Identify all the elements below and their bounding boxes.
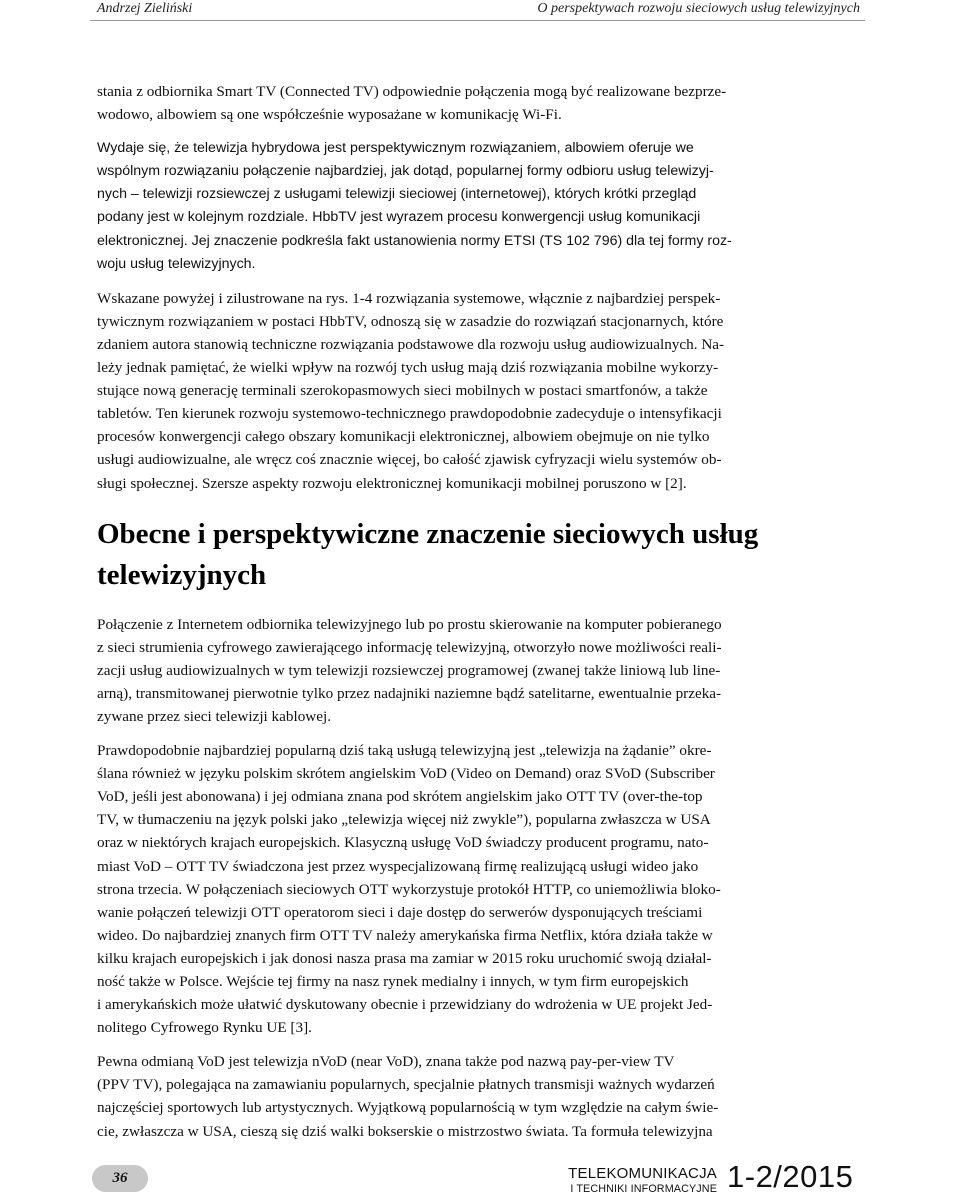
text-line: Połączenie z Internetem odbiornika telewizyjnego lub po prostu skierowanie na komputer pobieranego bbox=[97, 615, 722, 633]
text-line: procesów konwergencji całego obszary komunikacji elektronicznej, albowiem obejmuje on nie tylko bbox=[97, 428, 710, 446]
paragraph-internet bbox=[97, 613, 860, 728]
text-line: Prawdopodobnie najbardziej popularną dziś taką usługą telewizyjną jest „telewizja na żądanie” okre- bbox=[97, 742, 712, 760]
text-line: kilku krajach europejskich i jak donosi nasza prasa ma zamiar w 2015 roku uruchomić swoją działal- bbox=[97, 949, 712, 967]
text-line: wideo. Do najbardziej znanych firm OTT TV należy amerykańska firma Netflix, która działa także w bbox=[97, 926, 713, 944]
journal-name bbox=[565, 1166, 717, 1195]
text-line: Wskazane powyżej i zilustrowane na rys. 1-4 rozwiązania systemowe, włącznie z najbardziej perspek- bbox=[97, 289, 721, 307]
text-line: sługi społecznej. Szersze aspekty rozwoju elektronicznej komunikacji mobilnej poruszono w [2]. bbox=[97, 474, 687, 492]
text-line: TV, w tłumaczeniu na język polski jako „telewizja więcej niż zwykle”), popularna zwłaszcza w USA bbox=[97, 811, 711, 829]
text-line: wspólnym rozwiązaniu połączenie najbardziej, jak dotąd, popularnej formy odbioru usług telewizyj- bbox=[97, 163, 714, 180]
text-line: wodowo, albowiem są one współcześnie wyposażane w komunikację Wi-Fi. bbox=[97, 106, 562, 124]
text-line: arną), transmitowanej pierwotnie tylko przez nadajniki naziemne bądź satelitarne, ewentualnie przeka- bbox=[97, 684, 722, 702]
page-number-badge bbox=[92, 1165, 148, 1192]
running-header bbox=[0, 0, 960, 22]
journal-name-line1: TELEKOMUNIKACJA bbox=[568, 1165, 717, 1182]
text-line: cie, zwłaszcza w USA, cieszą się dziś walki bokserskie o mistrzostwo świata. Ta formuła telewizyjna bbox=[97, 1122, 713, 1140]
text-line: VoD, jeśli jest abonowana) i jej odmiana znana pod skrótem angielskim jako OTT TV (over-the-top bbox=[97, 788, 703, 806]
text-line: podany jest w kolejnym rozdziale. HbbTV jest wyrazem procesu konwergencji usług komunikacji bbox=[97, 209, 701, 226]
text-line: stania z odbiornika Smart TV (Connected TV) odpowiednie połączenia mogą być realizowane bezprze- bbox=[97, 83, 727, 100]
issue-number: 1-2/2015 bbox=[727, 1159, 854, 1194]
paragraph-mobile bbox=[97, 287, 860, 495]
paragraph-hbbtv bbox=[97, 137, 860, 276]
paragraph-vod bbox=[97, 739, 860, 1039]
text-line: Wydaje się, że telewizja hybrydowa jest perspektywicznym rozwiązaniem, albowiem oferuje we bbox=[97, 140, 694, 157]
text-line: Pewna odmianą VoD jest telewizja nVoD (near VoD), znana także pod nazwą pay-per-view TV bbox=[97, 1053, 675, 1071]
text-line: leży jednak pamiętać, że wielki wpływ na rozwój tych usług mają dziś rozwiązania mobilne wykorzy- bbox=[97, 359, 719, 377]
section-heading-line: Obecne i perspektywiczne znaczenie sieciowych usług bbox=[97, 517, 759, 550]
text-line: zywane przez sieci telewizji kablowej. bbox=[97, 707, 332, 725]
page-footer bbox=[0, 1150, 960, 1195]
text-line: nolitego Cyfrowego Rynku UE [3]. bbox=[97, 1019, 312, 1037]
text-line: z sieci strumienia cyfrowego zawierającego informację telewizyjną, otworzyło nowe możliwości reali- bbox=[97, 638, 722, 656]
text-line: ność także w Polsce. Wejście tej firmy na nasz rynek medialny i innych, w tym firm europejskich bbox=[97, 973, 689, 990]
text-line: woju usług telewizyjnych. bbox=[97, 255, 256, 272]
text-line: miast VoD – OTT TV świadczona jest przez wyspecjalizowaną firmę realizującą usługi wideo jako bbox=[97, 857, 699, 875]
text-line: elektronicznej. Jej znaczenie podkreśla fakt ustanowienia normy ETSI (TS 102 796) dla tej formy roz- bbox=[97, 232, 732, 249]
text-line: i amerykańskich może ułatwić dyskutowany obecnie i przewidziany do wdrożenia w UE projekt Jed- bbox=[97, 996, 713, 1014]
journal-name-line2: I TECHNIKI INFORMACYJNE bbox=[570, 1183, 717, 1195]
text-line: stujące nową generację terminali szerokopasmowych sieci mobilnych w postaci smartfonów, a także bbox=[97, 382, 708, 400]
header-rule bbox=[90, 20, 865, 21]
article-body bbox=[97, 80, 860, 1143]
text-line: usługi audiowizualne, ale wręcz coś znacznie więcej, bo całość zjawisk cyfryzacji wielu systemów ob- bbox=[97, 451, 722, 469]
paragraph-nvod bbox=[97, 1050, 860, 1142]
page-number: 36 bbox=[112, 1170, 128, 1186]
text-line: zacji usług audiowizualnych w tym telewizji rozsiewczej programowej (zwanej także liniową lub line- bbox=[97, 661, 721, 679]
text-line: nych – telewizji rozsiewczej z usługami telewizji sieciowej (internetowej), których krótki przegląd bbox=[97, 186, 697, 203]
text-line: strona trzecia. W połączeniach sieciowych OTT wykorzystuje protokół HTTP, co uniemożliwia bloko- bbox=[97, 880, 721, 898]
header-author: Andrzej Zieliński bbox=[97, 1, 193, 16]
text-line: zdaniem autora stanowią techniczne rozwiązania podstawowe dla rozwoju usług audiowizualnych. Na- bbox=[97, 335, 725, 353]
text-line: wanie połączeń telewizji OTT operatorom sieci i daje dostęp do serwerów dysponujących treściami bbox=[97, 903, 703, 921]
text-line: (PPV TV), polegająca na zamawianiu popularnych, specjalnie płatnych transmisji ważnych wydarzeń bbox=[97, 1076, 715, 1094]
text-line: ślana również w języku polskim skrótem angielskim VoD (Video on Demand) oraz SVoD (Subscriber bbox=[97, 765, 715, 783]
text-line: tabletów. Ten kierunek rozwoju systemowo-technicznego prawdopodobnie zadecyduje o intensyfikacji bbox=[97, 405, 722, 423]
paragraph-wifi bbox=[97, 80, 860, 126]
section-heading-line: telewizyjnych bbox=[97, 558, 267, 591]
text-line: oraz w niektórych krajach europejskich. Klasyczną usługę VoD świadczy producent programu, nato- bbox=[97, 834, 709, 852]
text-line: najczęściej sportowych lub artystycznych. Wyjątkową popularnością w tym względzie na całym świe- bbox=[97, 1099, 719, 1117]
text-line: tywicznym rozwiązaniem w postaci HbbTV, odnoszą się w zasadzie do rozwiązań stacjonarnych, które bbox=[97, 312, 724, 330]
section-heading bbox=[97, 514, 860, 596]
header-article-title: O perspektywach rozwoju sieciowych usług telewizyjnych bbox=[537, 1, 860, 16]
